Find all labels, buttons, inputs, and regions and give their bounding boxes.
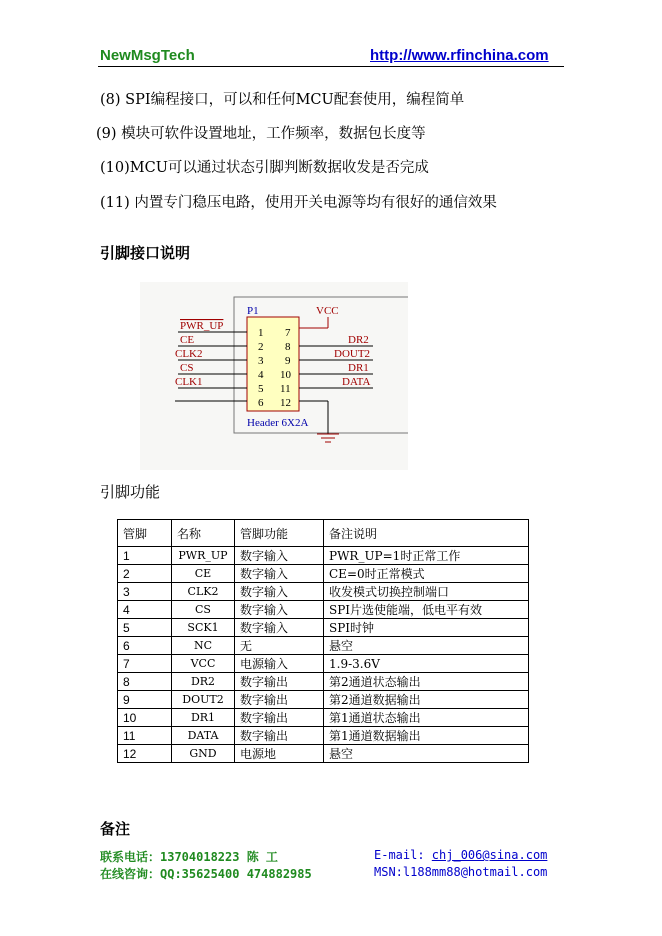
footer-msn: MSN:l188mm88@hotmail.com	[374, 865, 548, 879]
footer-qq: 在线咨询：QQ:35625400 474882985	[100, 867, 312, 881]
pin-number: 10	[280, 369, 291, 381]
signal-label: DOUT2	[334, 348, 371, 360]
pin-number: 5	[258, 383, 264, 395]
table-cell: DOUT2	[172, 691, 235, 709]
header-body	[247, 317, 299, 411]
table-row	[118, 637, 529, 655]
table-cell: 2	[118, 565, 172, 583]
table-cell: PWR_UP	[172, 547, 235, 565]
pin-number: 9	[285, 355, 291, 367]
table-cell: 数字输入	[235, 583, 324, 601]
table-row	[118, 601, 529, 619]
table-header-row	[118, 520, 529, 547]
table-cell: 6	[118, 637, 172, 655]
pin-number: 6	[258, 397, 264, 409]
pin-number: 4	[258, 369, 264, 381]
table-cell: SCK1	[172, 619, 235, 637]
table-cell: DR2	[172, 673, 235, 691]
part-label: P1	[247, 305, 259, 317]
signal-label: CE	[180, 334, 195, 346]
table-cell: 电源输入	[235, 655, 324, 673]
table-cell: SPI片选使能端，低电平有效	[324, 601, 529, 619]
table-row	[118, 709, 529, 727]
table-cell: 8	[118, 673, 172, 691]
table-cell: SPI时钟	[324, 619, 529, 637]
table-cell: 第2通道数据输出	[324, 691, 529, 709]
table-cell: CE	[172, 565, 235, 583]
header-url-link[interactable]: http://www.rfinchina.com	[370, 47, 549, 64]
table-row	[118, 655, 529, 673]
table-cell: 数字输出	[235, 691, 324, 709]
table-row	[118, 619, 529, 637]
table-cell: 第1通道数据输出	[324, 727, 529, 745]
table-cell: 第2通道状态输出	[324, 673, 529, 691]
table-cell: 5	[118, 619, 172, 637]
table-cell: 9	[118, 691, 172, 709]
table-row	[118, 565, 529, 583]
signal-label: DATA	[342, 376, 371, 388]
table-cell: 数字输入	[235, 601, 324, 619]
feature-item: (9) 模块可软件设置地址，工作频率，数据包长度等	[96, 126, 426, 142]
table-cell: GND	[172, 745, 235, 763]
table-cell: CLK2	[172, 583, 235, 601]
pin-diagram	[140, 282, 408, 470]
feature-item: (8) SPI编程接口，可以和任何MCU配套使用，编程简单	[100, 92, 465, 108]
footer-email-label: E-mail:	[374, 848, 432, 862]
table-row	[118, 727, 529, 745]
table-cell: 7	[118, 655, 172, 673]
table-cell: 数字输入	[235, 565, 324, 583]
signal-label: DR2	[348, 334, 369, 346]
footprint-label: Header 6X2A	[247, 417, 309, 429]
table-header: 管脚	[118, 520, 172, 547]
table-cell: 1	[118, 547, 172, 565]
feature-item: (10)MCU可以通过状态引脚判断数据收发是否完成	[100, 160, 429, 176]
table-cell: DATA	[172, 727, 235, 745]
table-cell: 第1通道状态输出	[324, 709, 529, 727]
table-cell: 1.9-3.6V	[324, 655, 529, 673]
table-cell: 数字输入	[235, 547, 324, 565]
table-cell: 3	[118, 583, 172, 601]
table-cell: 数字输出	[235, 709, 324, 727]
table-row	[118, 673, 529, 691]
table-cell: 10	[118, 709, 172, 727]
signal-label: CS	[180, 362, 194, 374]
table-cell: NC	[172, 637, 235, 655]
section-title-function: 引脚功能	[100, 483, 161, 501]
table-cell: 4	[118, 601, 172, 619]
table-cell: 12	[118, 745, 172, 763]
table-row	[118, 745, 529, 763]
pin-number: 1	[258, 327, 264, 339]
table-cell: 无	[235, 637, 324, 655]
pin-number: 7	[285, 327, 291, 339]
table-cell: DR1	[172, 709, 235, 727]
signal-label: PWR_UP	[180, 320, 224, 332]
section-title-pins: 引脚接口说明	[100, 244, 191, 262]
table-row	[118, 583, 529, 601]
table-cell: CS	[172, 601, 235, 619]
pin-number: 11	[280, 383, 291, 395]
table-cell: VCC	[172, 655, 235, 673]
table-header: 备注说明	[324, 520, 529, 547]
header-company: NewMsgTech	[100, 47, 195, 64]
section-title-notes: 备注	[100, 820, 131, 838]
table-cell: 收发模式切换控制端口	[324, 583, 529, 601]
table-header: 名称	[172, 520, 235, 547]
table-cell: 数字输入	[235, 619, 324, 637]
table-cell: 电源地	[235, 745, 324, 763]
table-header: 管脚功能	[235, 520, 324, 547]
table-cell: 数字输出	[235, 727, 324, 745]
table-cell: 悬空	[324, 637, 529, 655]
signal-label: CLK1	[175, 376, 203, 388]
table-cell: 11	[118, 727, 172, 745]
footer-phone: 联系电话：13704018223 陈 工	[100, 850, 278, 864]
feature-item: (11) 内置专门稳压电路，使用开关电源等均有很好的通信效果	[100, 195, 497, 211]
table-row	[118, 691, 529, 709]
header-rule	[98, 66, 564, 67]
table-row	[118, 547, 529, 565]
pin-number: 8	[285, 341, 291, 353]
pin-table	[117, 519, 529, 763]
vcc-label: VCC	[316, 305, 339, 317]
email-link[interactable]: chj_006@sina.com	[431, 848, 548, 862]
table-cell: PWR_UP=1时正常工作	[324, 547, 529, 565]
table-cell: CE=0时正常模式	[324, 565, 529, 583]
table-cell: 数字输出	[235, 673, 324, 691]
pin-number: 2	[258, 341, 264, 353]
footer-email	[374, 848, 547, 862]
pin-number: 12	[280, 397, 291, 409]
signal-label: DR1	[348, 362, 369, 374]
table-cell: 悬空	[324, 745, 529, 763]
signal-label: CLK2	[175, 348, 203, 360]
pin-number: 3	[258, 355, 264, 367]
